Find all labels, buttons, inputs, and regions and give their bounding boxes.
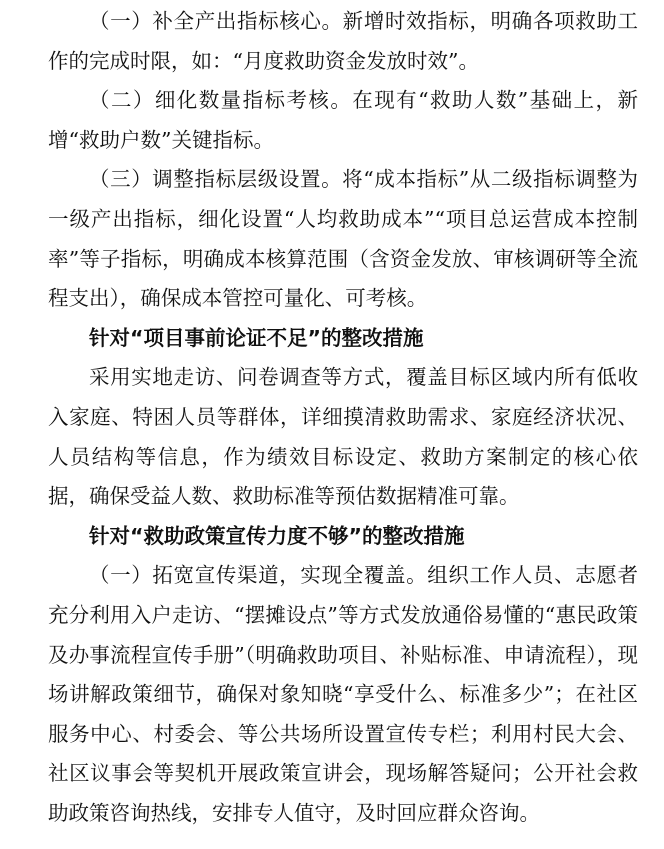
document-page <box>48 2 638 833</box>
paragraph-indicator-level: （三）调整指标层级设置。将“成本指标”从二级指标调整为一级产出指标，细化设置“人均救助成本”“项目总运营成本控制率”等子指标，明确成本核算范围（含资金发放、审核调研等全流程支出），确保成本管控可量化、可考核。 <box>48 167 638 311</box>
paragraph-quantity-indicator: （二）细化数量指标考核。在现有“救助人数”基础上，新增“救助户数”关键指标。 <box>48 88 638 152</box>
section-heading-policy-publicity: 针对“救助政策宣传力度不够”的整改措施 <box>89 523 465 548</box>
paragraph-field-survey: 采用实地走访、问卷调查等方式，覆盖目标区域内所有低收入家庭、特困人员等群体，详细摸清救助需求、家庭经济状况、人员结构等信息，作为绩效目标设定、救助方案制定的核心依据，确保受益人数、救助标准等预估数据精准可靠。 <box>48 365 638 509</box>
paragraph-publicity-channels: （一）拓宽宣传渠道，实现全覆盖。组织工作人员、志愿者充分利用入户走访、“摆摊设点”等方式发放通俗易懂的“惠民政策及办事流程宣传手册”（明确救助项目、补贴标准、申请流程），现场讲解政策细节，确保对象知晓“享受什么、标准多少”；在社区服务中心、村委会、等公共场所设置宣传专栏；利用村民大会、社区议事会等契机开展政策宣讲会，现场解答疑问；公开社会救助政策咨询热线，安排专人值守，及时回应群众咨询。 <box>48 563 638 825</box>
paragraph-output-indicator: （一）补全产出指标核心。新增时效指标，明确各项救助工作的完成时限，如：“月度救助资金发放时效”。 <box>48 9 638 73</box>
section-heading-prior-assessment: 针对“项目事前论证不足”的整改措施 <box>89 325 424 350</box>
